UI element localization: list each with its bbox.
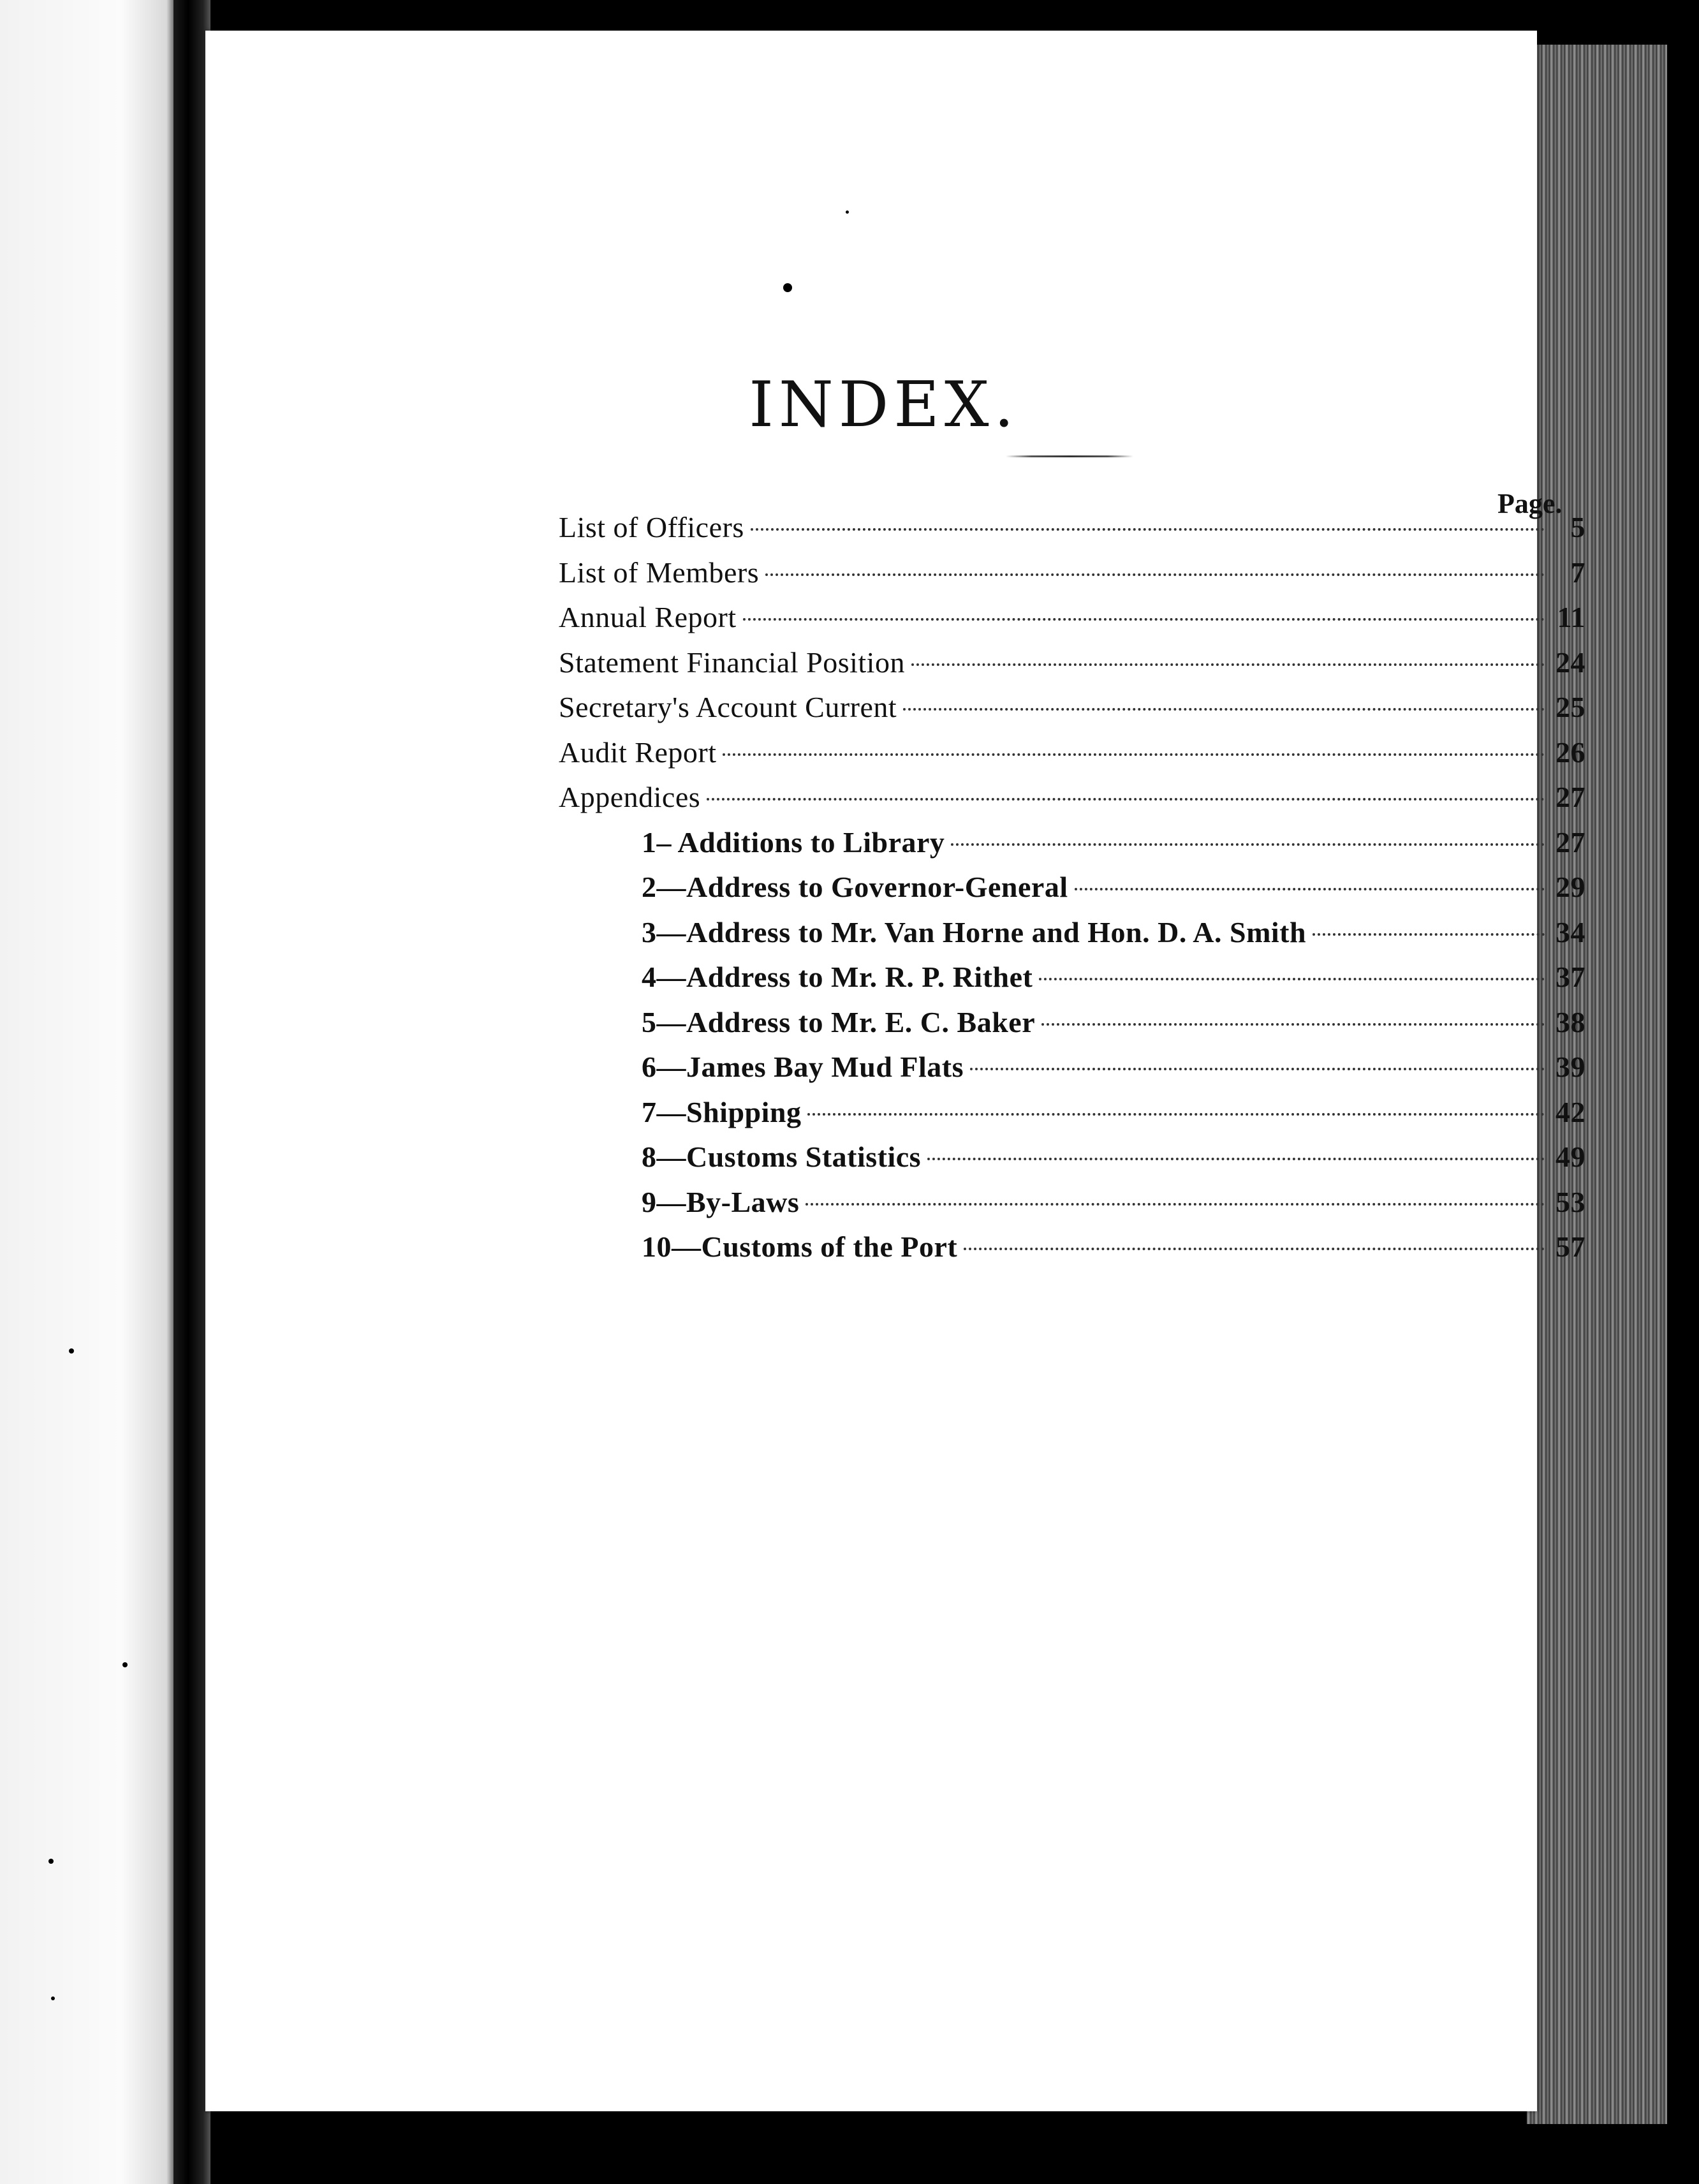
index-title: INDEX. [749, 369, 1019, 441]
toc-entry-label: Audit Report [559, 735, 717, 769]
toc-entry-page-number: 57 [1556, 1230, 1585, 1263]
table-of-contents [559, 510, 1585, 1275]
toc-entry-label: 7—Shipping [642, 1095, 802, 1128]
toc-entry-page-number: 11 [1557, 601, 1585, 633]
toc-entry [559, 1140, 1585, 1185]
ink-speck [783, 283, 792, 292]
toc-entry-page-number: 38 [1556, 1005, 1585, 1038]
ink-speck [846, 210, 849, 214]
toc-entry-page-number: 53 [1556, 1185, 1585, 1218]
toc-entry [559, 870, 1585, 915]
toc-entry-label: 1– Additions to Library [642, 825, 945, 859]
dot-leader [807, 1113, 1545, 1116]
toc-entry-label: List of Members [559, 556, 760, 589]
toc-entry [559, 510, 1585, 556]
facing-page-edge [0, 0, 173, 2184]
toc-entry [559, 915, 1585, 961]
toc-entry [559, 960, 1585, 1005]
toc-entry-label: List of Officers [559, 511, 744, 543]
dot-leader [1075, 888, 1545, 890]
ink-speck [69, 1348, 74, 1354]
dot-leader [911, 663, 1545, 666]
toc-entry [559, 1005, 1585, 1051]
dot-leader [751, 528, 1545, 531]
toc-entry [559, 780, 1585, 825]
toc-entry-page-number: 34 [1556, 915, 1585, 948]
dot-leader [1039, 978, 1545, 980]
index-page [205, 31, 1585, 2111]
ink-speck [48, 1859, 54, 1864]
toc-entry-page-number: 42 [1556, 1095, 1585, 1128]
title-rule [1006, 455, 1133, 457]
toc-entry [559, 825, 1585, 871]
ink-speck [51, 1996, 55, 2000]
toc-entry-label: Annual Report [559, 601, 737, 633]
toc-entry-label: 4—Address to Mr. R. P. Rithet [642, 961, 1033, 993]
toc-entry [559, 690, 1585, 735]
dot-leader [1041, 1023, 1545, 1026]
toc-entry [559, 1095, 1585, 1140]
toc-entry-page-number: 24 [1556, 646, 1585, 679]
dot-leader [707, 798, 1545, 801]
toc-entry [559, 1050, 1585, 1095]
toc-entry-page-number: 49 [1556, 1140, 1585, 1173]
toc-entry-page-number: 39 [1556, 1051, 1585, 1083]
toc-entry-page-number: 27 [1556, 825, 1585, 859]
toc-entry-page-number: 5 [1570, 511, 1585, 543]
toc-entry-label: Secretary's Account Current [559, 691, 897, 723]
dot-leader [723, 753, 1545, 756]
dot-leader [903, 708, 1545, 711]
dot-leader [1313, 933, 1545, 936]
toc-entry-label: 3—Address to Mr. Van Horne and Hon. D. A. Smith [642, 915, 1307, 948]
dot-leader [805, 1203, 1545, 1206]
toc-entry-page-number: 29 [1556, 871, 1585, 903]
toc-entry [559, 735, 1585, 781]
dot-leader [964, 1248, 1545, 1250]
page-column-heading: Page. [1497, 488, 1563, 519]
toc-entry-label: 8—Customs Statistics [642, 1140, 922, 1173]
toc-entry [559, 1230, 1585, 1275]
toc-entry-label: Appendices [559, 781, 701, 813]
dot-leader [970, 1068, 1545, 1070]
toc-entry [559, 556, 1585, 601]
toc-entry-label: 6—James Bay Mud Flats [642, 1051, 964, 1083]
dot-leader [765, 573, 1545, 576]
toc-entry-page-number: 26 [1556, 735, 1585, 769]
toc-entry-page-number: 7 [1570, 556, 1585, 589]
toc-entry-label: 2—Address to Governor-General [642, 871, 1068, 903]
dot-leader [951, 843, 1545, 846]
toc-entry-page-number: 27 [1556, 781, 1585, 813]
toc-entry-label: Statement Financial Position [559, 646, 905, 679]
dot-leader [743, 618, 1545, 621]
toc-entry-page-number: 37 [1556, 961, 1585, 993]
toc-entry-page-number: 25 [1556, 691, 1585, 723]
toc-entry [559, 1185, 1585, 1230]
ink-speck [122, 1662, 128, 1667]
toc-entry [559, 600, 1585, 646]
toc-entry-label: 5—Address to Mr. E. C. Baker [642, 1005, 1036, 1038]
toc-entry-label: 9—By-Laws [642, 1185, 800, 1218]
toc-entry-label: 10—Customs of the Port [642, 1230, 958, 1263]
dot-leader [927, 1158, 1545, 1160]
toc-entry [559, 646, 1585, 691]
